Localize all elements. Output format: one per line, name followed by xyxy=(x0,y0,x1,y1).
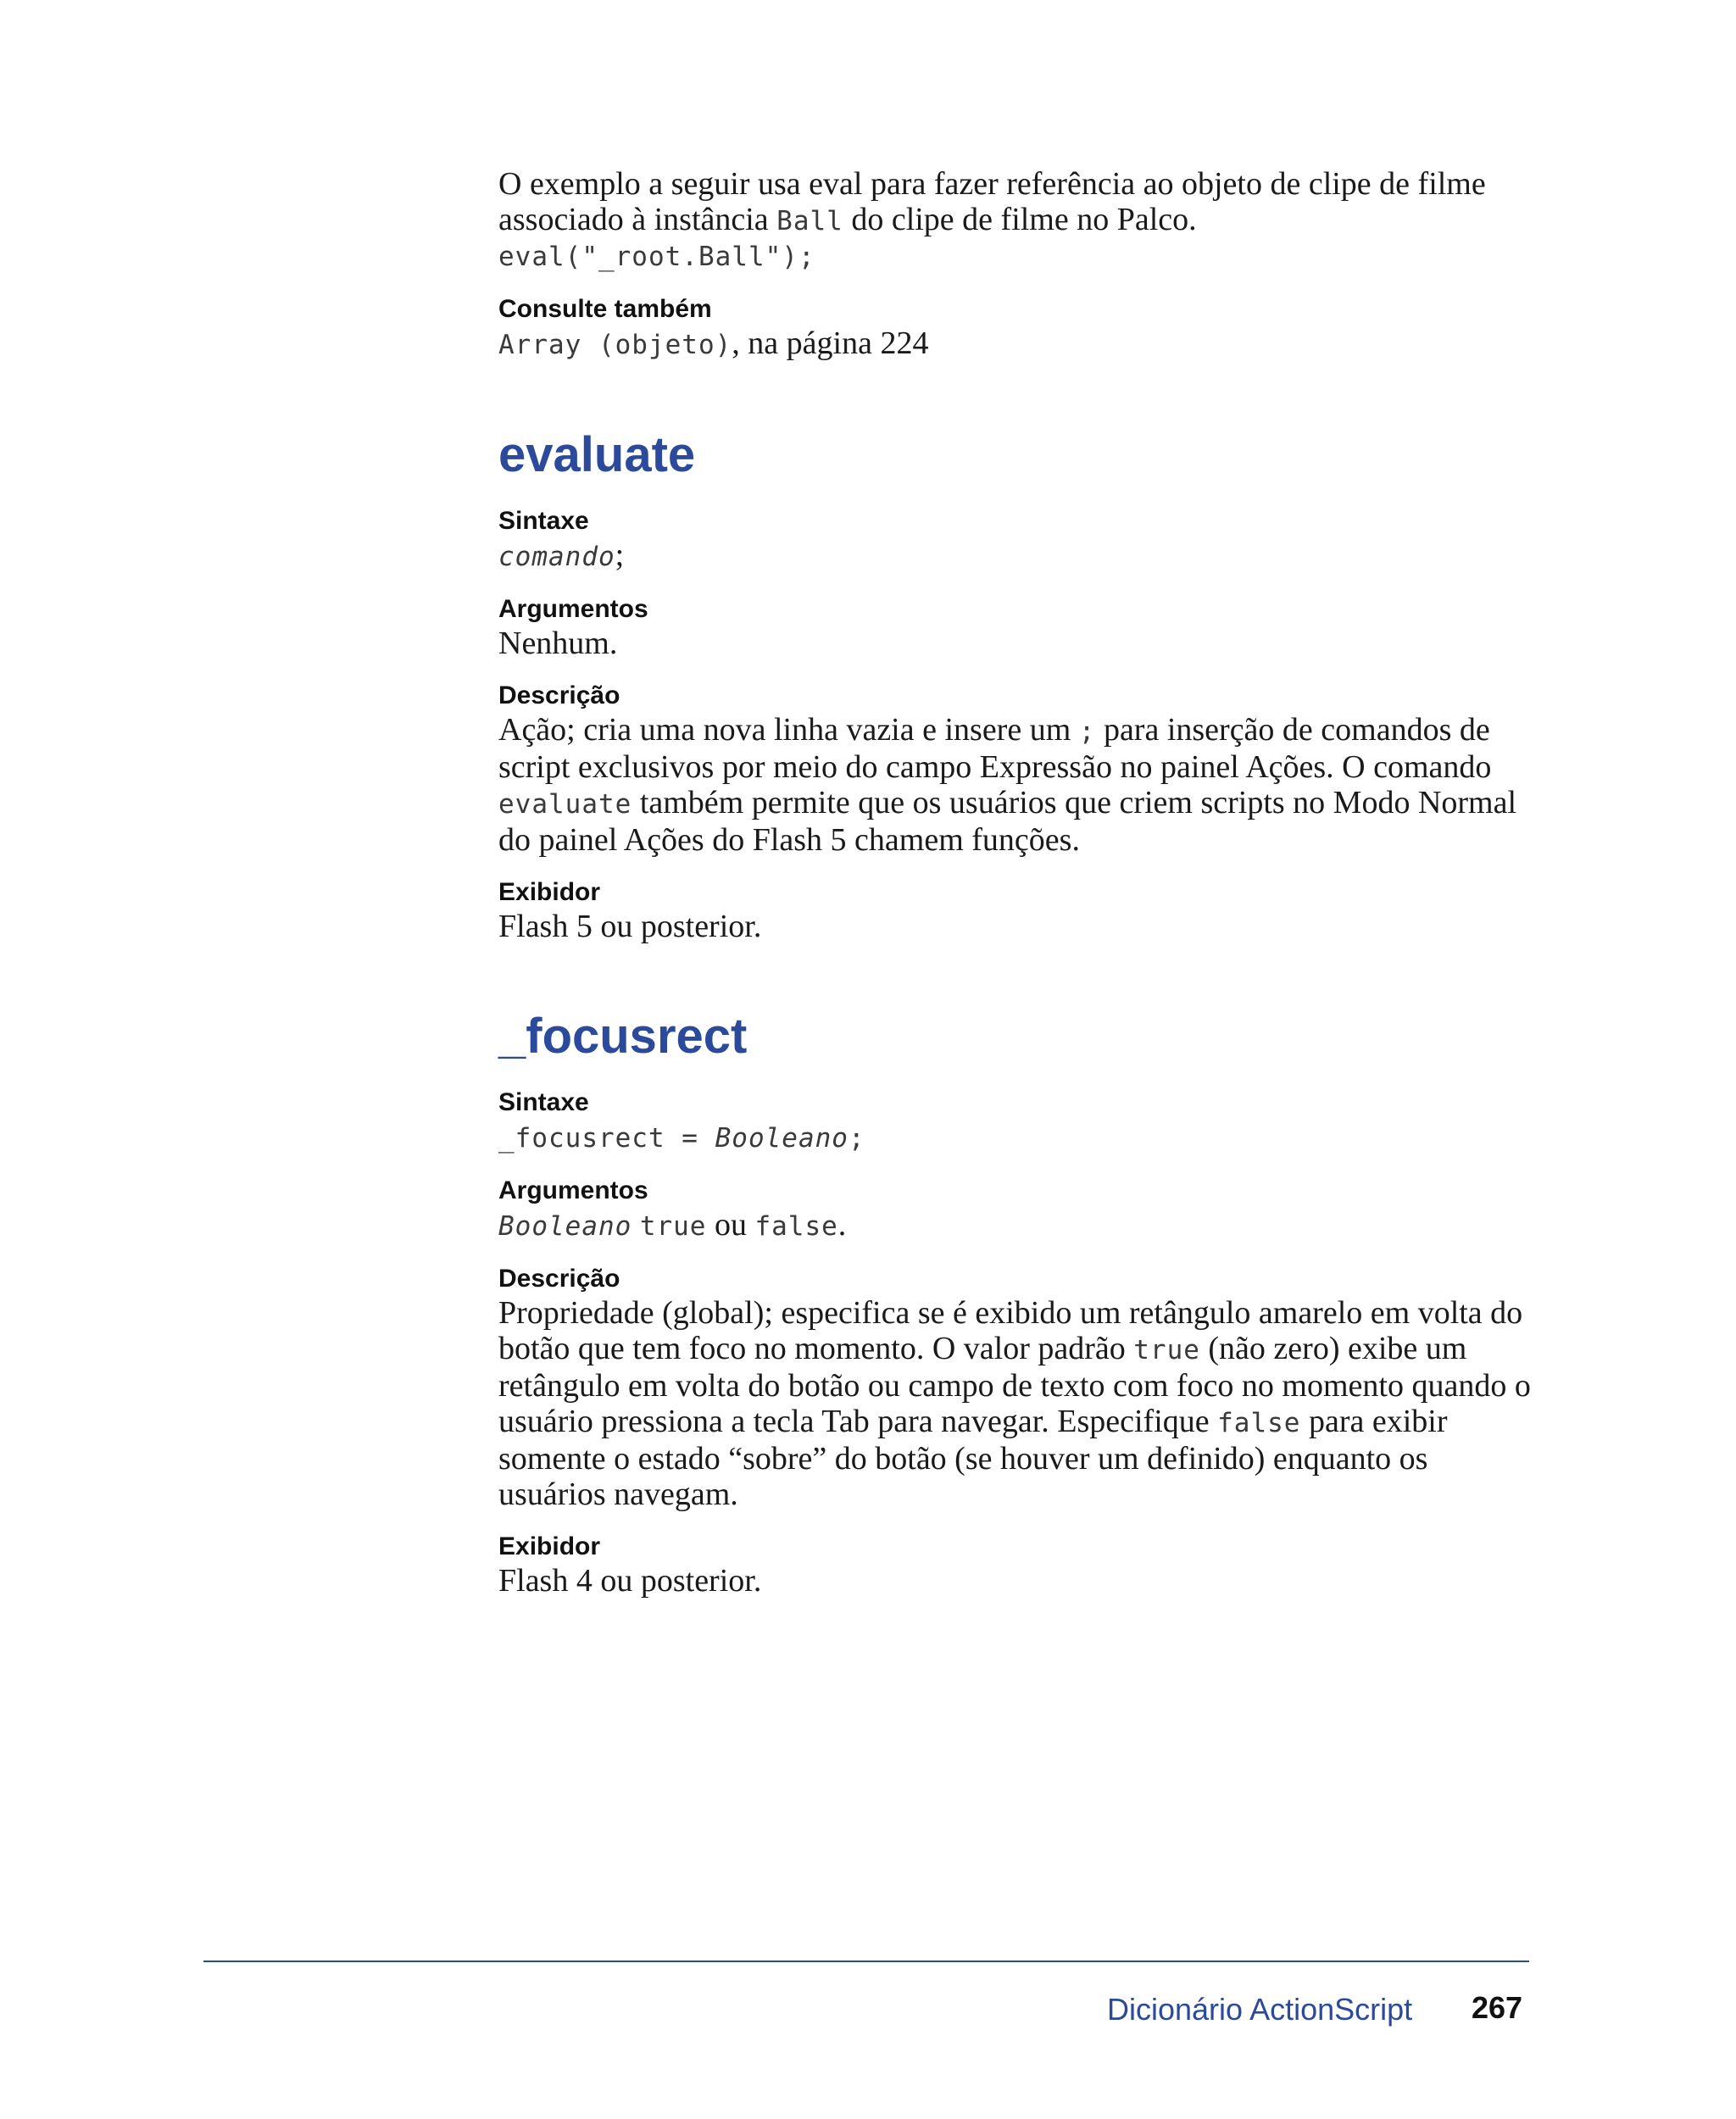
focusrect-args-code-false: false xyxy=(754,1211,838,1242)
evaluate-desc-text-2: para inserção de comandos de script exclusivos por meio do campo Expressão no painel Ações. O comando xyxy=(498,712,1492,785)
evaluate-desc-code-evaluate: evaluate xyxy=(498,789,632,820)
evaluate-desc-text-1: Ação; cria uma nova linha vazia e insere um xyxy=(498,712,1079,748)
evaluate-player-text: Flash 5 ou posterior. xyxy=(498,909,762,944)
evaluate-player-label: Exibidor xyxy=(498,878,601,906)
evaluate-desc-code-semicolon: ; xyxy=(1078,716,1096,747)
focusrect-description xyxy=(498,1295,1533,1512)
focusrect-player-label: Exibidor xyxy=(498,1532,601,1560)
focusrect-syntax-code-2: Booleano xyxy=(715,1123,849,1154)
focusrect-heading: _focusrect xyxy=(498,1009,748,1064)
intro-code-ball: Ball xyxy=(776,206,843,236)
see-also-link[interactable]: Array (objeto) xyxy=(498,330,732,360)
see-also-page: , na página 224 xyxy=(732,325,929,361)
see-also-line xyxy=(498,325,1533,363)
focusrect-syntax xyxy=(498,1119,1533,1156)
evaluate-desc-label: Descrição xyxy=(498,681,620,709)
focusrect-args-code-1: Booleano xyxy=(498,1211,632,1242)
focusrect-args xyxy=(498,1207,1533,1244)
evaluate-syntax-code: comando xyxy=(498,542,615,572)
intro-text-2: do clipe de filme no Palco. xyxy=(843,202,1197,237)
focusrect-syntax-code-1: _focusrect = xyxy=(498,1123,715,1154)
focusrect-desc-text-1: Propriedade (global); especifica se é exibido um retângulo amarelo em volta do botão que tem foco no momento. O valor padrão xyxy=(498,1295,1523,1366)
evaluate-heading: evaluate xyxy=(498,427,696,482)
evaluate-syntax xyxy=(498,537,1533,575)
focusrect-desc-text-2: (não zero) exibe um retângulo em volta do botão ou campo de texto com foco no momento quando o usuário pressiona a tecla Tab para navegar. Especifique xyxy=(498,1331,1531,1439)
focusrect-desc-code-true: true xyxy=(1133,1335,1200,1365)
evaluate-args-text: Nenhum. xyxy=(498,626,618,661)
evaluate-description xyxy=(498,712,1533,858)
focusrect-args-code-true: true xyxy=(639,1211,707,1242)
page-number: 267 xyxy=(1472,1990,1523,2025)
focusrect-args-label: Argumentos xyxy=(498,1176,648,1204)
focusrect-args-text-1: ou xyxy=(706,1207,755,1243)
see-also-label: Consulte também xyxy=(498,295,712,323)
code-example: eval("_root.Ball"); xyxy=(498,242,815,272)
intro-paragraph xyxy=(498,166,1533,239)
page-content xyxy=(498,166,1533,1599)
focusrect-desc-code-false: false xyxy=(1217,1408,1301,1438)
evaluate-syntax-label: Sintaxe xyxy=(498,507,589,535)
footer-rule xyxy=(203,1960,1529,1962)
focusrect-syntax-code-3: ; xyxy=(848,1123,865,1154)
focusrect-args-text-2: . xyxy=(837,1207,847,1243)
intro-text-1: O exemplo a seguir usa eval para fazer referência ao objeto de clipe de filme associado à instância xyxy=(498,166,1486,237)
focusrect-desc-label: Descrição xyxy=(498,1265,620,1293)
evaluate-syntax-suffix: ; xyxy=(615,537,625,573)
focusrect-desc-text-3: para exibir somente o estado “sobre” do botão (se houver um definido) enquanto os usuários navegam. xyxy=(498,1404,1448,1512)
focusrect-syntax-label: Sintaxe xyxy=(498,1088,589,1116)
focusrect-player-text: Flash 4 ou posterior. xyxy=(498,1563,762,1599)
footer-title: Dicionário ActionScript xyxy=(1107,1992,1413,2027)
evaluate-args-label: Argumentos xyxy=(498,595,648,623)
evaluate-desc-text-3: também permite que os usuários que criem scripts no Modo Normal do painel Ações do Flash 5 chamem funções. xyxy=(498,785,1517,858)
